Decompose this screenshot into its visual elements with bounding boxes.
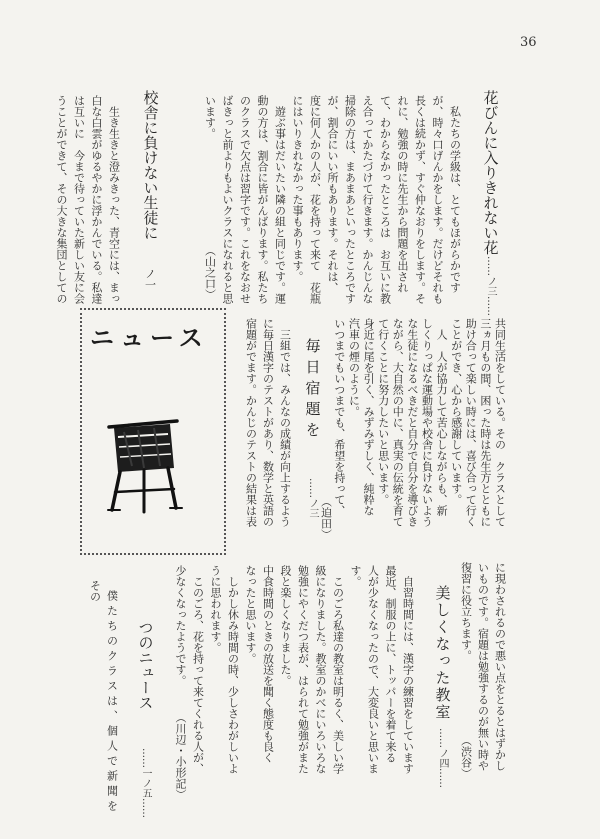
text-column: 遊ぶ事はだいたい隣の組と同じです。運 [273,106,287,304]
article-byline-school: ノ一 [143,268,157,290]
text-column: しかし休み時間の時、少しさわがしいよ [226,576,240,774]
text-column: 僕たちのクラスは、個人で新聞を [105,590,119,815]
text-column: え合ってかたづけて行きます。かんじんな [361,95,374,304]
article-title-classroom: 美しくなった教室 [433,585,452,721]
article-title-flower: 花びんに入りきれない花 [481,90,500,255]
text-column: 三組では、みんなの成績が向上するよう [278,329,292,527]
text-column: す。 [349,565,362,587]
text-column: その [88,580,102,602]
text-column: 私たちの学級は、とてもほがらかです [448,106,462,293]
text-column: 身近に尾を引く、みずみずしく、純粋な [362,318,376,516]
article-author-flower: （山之口） [203,245,217,300]
text-column: いものです。宿題は勉強するのが無い時や [476,562,490,771]
text-column: 人が少なくなったので、大変良いと思いま [366,565,380,774]
text-column: 段と楽しくなりました。 [279,565,292,686]
text-column: ながら、大自然の中に、真実の伝統を育て [391,318,405,527]
text-column: 動の方は、割合に皆がんばります。私たち [256,95,269,304]
text-column: 中食時間のときの放送を聞く態度も良く [261,565,275,763]
text-column: が、割合にいい所もあります。それは、 [326,95,339,293]
text-column: れに、勉強の時に先生から問題を出され [396,95,409,293]
text-column: は互いに 今まで待っていた新しい友に会 [72,95,86,304]
article-author-homework: （渋谷） [459,735,473,779]
text-column: に現わされるので悪い点をとるとはずかし [493,562,507,771]
text-column: な生徒になるべきだと自分で自分を導びき [405,318,419,527]
text-column: 宿題がでます。かんじのテストの結果は表 [244,318,258,527]
page-number: 36 [520,35,537,50]
text-column: 白な白雲がゆるやかに浮かんでいる。私達 [90,95,103,304]
article-author-classroom: （川辺・小形記） [174,712,187,800]
article-byline-news: ……一ノ五…… [140,748,151,818]
text-column: 掃除の方は、まあまあといったところです [343,95,357,304]
text-column: しくりっぱな運動場や校舎に負けないよう [420,318,434,527]
text-column: このごろ、花を持って来てくれる人が、 [191,576,205,774]
easel-illustration-icon [104,410,184,515]
text-column: て、わからなかったところは お互いに教 [378,95,392,304]
article-title-homework: 毎日宿題を [303,338,322,443]
text-column: います。 [203,95,217,139]
text-column: 度に何人かの人が、花を持って来て 花瓶 [308,95,322,304]
text-column: 汽車の煙のように。 [347,318,361,417]
text-column: 最近、制服の上に、トッパーを着て来る [384,565,397,763]
text-column: このごろ私達の教室は明るく、美しい学 [331,576,345,774]
text-column: 級になりました。教室のかべにいろいろな [314,565,327,774]
text-column: 勉強にやくだつ表が、はられて勉強がまた [296,565,310,774]
news-heading: ニュース [90,324,209,352]
article-byline-classroom: ……ノ四…… [437,728,448,788]
text-column: 少なくなったようです。 [174,565,187,686]
text-column: ことができ、心から感謝しています。 [449,318,463,505]
text-column: うに思われます。 [209,565,222,653]
text-column: 復習に役立ちます。 [459,562,473,661]
text-column: 生き生きと澄みきった、青空には、まっ [107,106,121,304]
article-title-school: 校舎に負けない生徒に [141,90,160,240]
text-column: のクラスで欠点は習字です。これをなおせ [238,95,252,304]
text-column: 人 人が協力して苦心しながらも、新 [435,329,449,516]
text-column: なったと思います。 [244,565,257,664]
text-column: 共同生活をしている。その クラスとして [493,318,507,527]
text-column: 自習時間には、漢字の練習をしています [401,576,415,774]
text-column: にはいりきれなかった事もあります。 [291,95,304,282]
text-column: 三ヵ月もの間、困った時は先生方とともに [478,318,492,527]
text-column: うことができて、その大きな集団としての [55,95,68,304]
text-column: ばきっと前よりもよいクラスになれると思 [221,95,234,304]
article-byline-flower: ……ノ三…… [485,256,496,316]
text-column: に毎日漢字のテストがあり、数学と英語の [261,318,275,527]
text-column: いつまでもいつまでも、希望を持って、 [332,318,346,516]
text-column: て行くことに努力したいと思います。 [376,318,390,505]
article-title-news: つのニュース [136,620,155,710]
news-box [80,308,226,555]
text-column: 長くは続かず、すぐ仲なおりをします。そ [413,95,427,304]
article-byline-homework: ……ノ三 [307,478,318,518]
text-column: が、時々口げんかをします。だけどそれも [431,95,444,304]
text-column: 助け合って楽しい時には、喜び合って行く [464,318,478,527]
article-author-school: （迫田） [319,496,333,540]
